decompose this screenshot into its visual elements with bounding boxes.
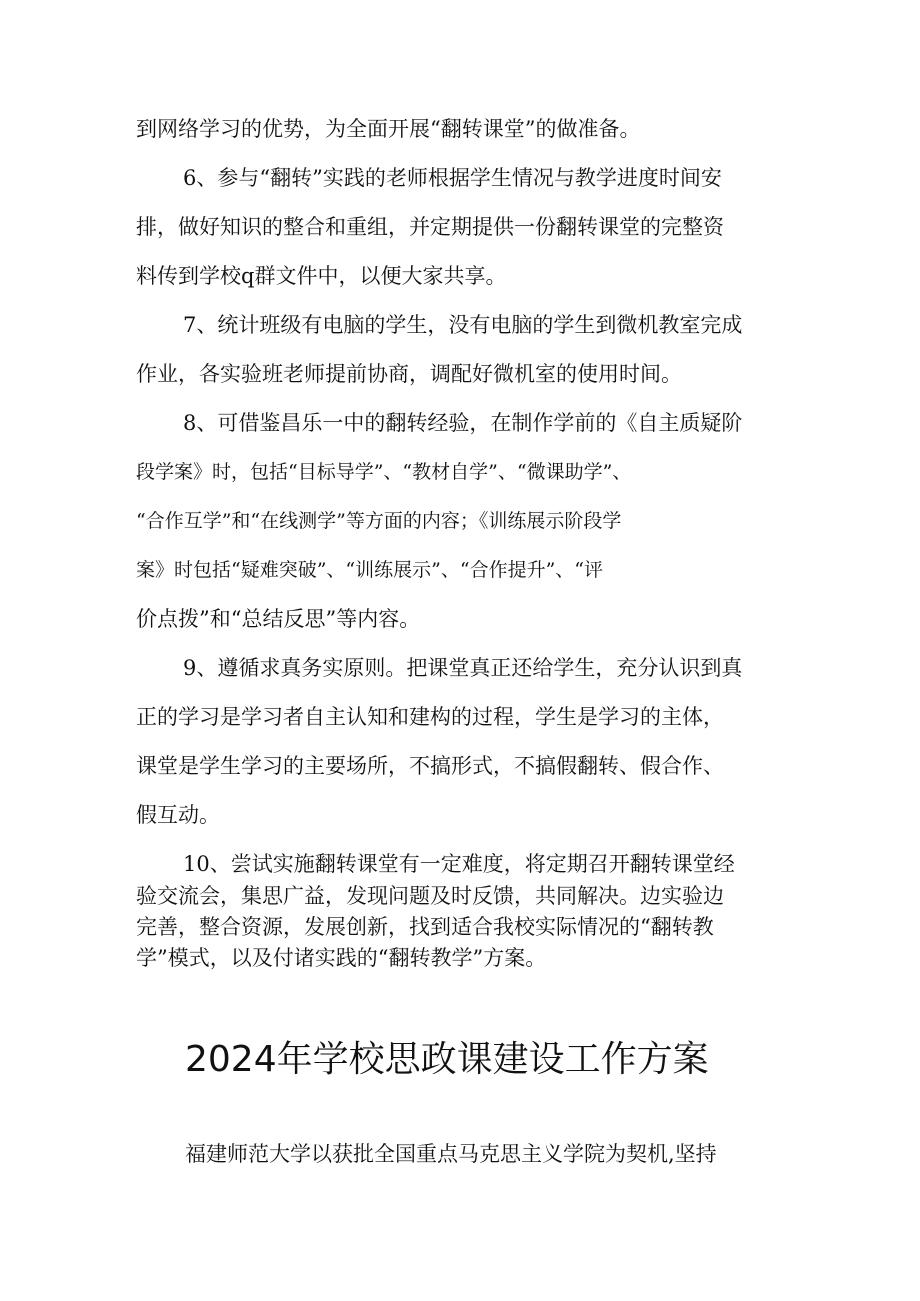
paragraph-10-line-1: 10、尝试实施翻转课堂有一定难度，将定期召开翻转课堂经 (183, 852, 735, 876)
paragraph-10-line-4: 学”模式，以及付诸实践的“翻转教学”方案。 (136, 946, 547, 970)
paragraph-8-line-3: “合作互学”和“在线测学”等方面的内容；《训练展示阶段学 (136, 510, 622, 532)
paragraph-7-line-2: 作业，各实验班老师提前协商，调配好微机室的使用时间。 (136, 362, 682, 386)
paragraph-continued-line-1: 到网络学习的优势，为全面开展“翻转课堂”的做准备。 (136, 117, 641, 141)
paragraph-10-line-3: 完善，整合资源，发展创新，找到适合我校实际情况的“翻转教 (136, 915, 714, 939)
paragraph-9-line-1: 9、遵循求真务实原则。把课堂真正还给学生，充分认识到真 (183, 656, 743, 680)
paragraph-8-line-1: 8、可借鉴昌乐一中的翻转经验，在制作学前的《自主质疑阶 (183, 411, 743, 435)
paragraph-9-line-3: 课堂是学生学习的主要场所，不搞形式，不搞假翻转、假合作、 (136, 754, 724, 778)
paragraph-8-line-2: 段学案》时，包括“目标导学”、“教材自学”、“微课助学”、 (136, 461, 632, 483)
paragraph-6-line-3: 料传到学校q群文件中，以便大家共享。 (136, 264, 507, 288)
paragraph-7-line-1: 7、统计班级有电脑的学生，没有电脑的学生到微机教室完成 (183, 313, 743, 337)
intro-paragraph-line-1: 福建师范大学以获批全国重点马克思主义学院为契机,坚持 (185, 1142, 717, 1166)
paragraph-8-line-5: 价点拨”和“总结反思”等内容。 (136, 607, 421, 631)
paragraph-6-line-2: 排，做好知识的整合和重组，并定期提供一份翻转课堂的完整资 (136, 215, 724, 239)
document-heading: 2024年学校思政课建设工作方案 (185, 1039, 709, 1080)
paragraph-9-line-2: 正的学习是学习者自主认知和建构的过程，学生是学习的主体， (136, 705, 724, 729)
paragraph-6-line-1: 6、参与“翻转”实践的老师根据学生情况与教学进度时间安 (183, 166, 722, 190)
paragraph-8-line-4: 案》时包括“疑难突破”、“训练展示”、“合作提升”、“评 (136, 559, 603, 581)
paragraph-9-line-4: 假互动。 (136, 803, 220, 827)
paragraph-10-line-2: 验交流会，集思广益，发现问题及时反馈，共同解决。边实验边 (136, 884, 724, 908)
